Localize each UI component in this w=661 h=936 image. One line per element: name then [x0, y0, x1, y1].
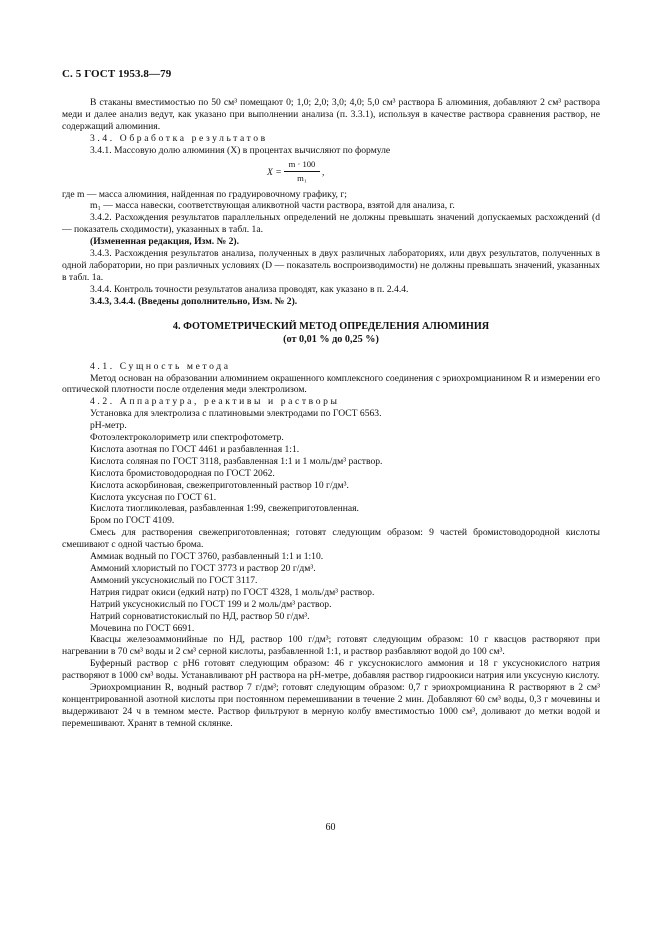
- reagent-item-buffer: Буферный раствор с рН6 готовят следующим образом: 46 г уксуснокислого аммония и 18 г уксуснокислого натрия растворяют в 1000 см³ воды. Устанавливают рН раствора на рН-метре, добавляя раствор гидроокиси натрия или уксусную кислоту.: [62, 658, 600, 682]
- paragraph-3-4-1: 3.4.1. Массовую долю алюминия (X) в процентах вычисляют по формуле: [90, 144, 391, 156]
- paragraph-3-4-3: 3.4.3. Расхождения результатов анализа, полученных в двух различных лабораториях, или двух результатов, полученных в одной лаборатории, но при различных условиях (D — показатель воспроизводимости) не должны превышать значений, указанных в табл. 1а.: [62, 248, 600, 283]
- reagent-item: Фотоэлектроколориметр или спектрофотометр.: [90, 432, 284, 444]
- reagent-item: Кислота тиогликолевая, разбавленная 1:99, свежеприготовленная.: [90, 503, 359, 515]
- reagent-item: Кислота уксусная по ГОСТ 61.: [90, 491, 217, 503]
- formula-lhs: X =: [267, 166, 282, 178]
- definition-m: где m — масса алюминия, найденная по градуировочному графику, г;: [62, 188, 347, 200]
- paragraph-calibration: В стаканы вместимостью по 50 см³ помещают 0; 1,0; 2,0; 3,0; 4,0; 5,0 см³ раствора Б алюминия, добавляют 2 см³ раствора меди и далее анализ ведут, как указано при выполнении анализа (п. 3.3.1), используя в качестве раствора сравнения раствор, не содержащий алюминия.: [62, 97, 600, 132]
- heading-4-1: 4.1. Сущность метода: [90, 360, 231, 372]
- heading-3-4: 3.4. Обработка результатов: [90, 132, 268, 144]
- reagent-item: Кислота азотная по ГОСТ 4461 и разбавленная 1:1.: [90, 443, 300, 455]
- reagent-item: Установка для электролиза с платиновыми электродами по ГОСТ 6563.: [90, 408, 382, 420]
- paragraph-3-4-2: 3.4.2. Расхождения результатов параллельных определений не должны превышать значений допускаемых расхождений (d — показатель сходимости), указанных в табл. 1а.: [62, 212, 600, 236]
- reagent-item: Натрий уксуснокислый по ГОСТ 199 и 2 моль/дм³ раствор.: [90, 598, 332, 610]
- page-body: [62, 97, 600, 730]
- formula-tail: ,: [322, 166, 325, 178]
- reagent-item: Бром по ГОСТ 4109.: [90, 515, 175, 527]
- formula-numerator: m · 100: [284, 159, 320, 172]
- reagent-item-alum: Квасцы железоаммонийные по НД, раствор 100 г/дм³; готовят следующим образом: 10 г квасцов растворяют при нагревании в 70 см³ воды и 2 см³ серной кислоты, разбавленной 1:1, и раствор разбавляют водой до 100 см³.: [62, 634, 600, 658]
- page-number: 60: [325, 822, 336, 833]
- heading-4-2: 4.2. Аппаратура, реактивы и растворы: [90, 396, 340, 408]
- reagent-item: Аммоний уксуснокислый по ГОСТ 3117.: [90, 574, 258, 586]
- section-4-title: [62, 320, 600, 346]
- reagent-item: Кислота бромистоводородная по ГОСТ 2062.: [90, 467, 275, 479]
- reagent-item: Мочевина по ГОСТ 6691.: [90, 622, 195, 634]
- reagent-item: рН-метр.: [90, 420, 127, 432]
- reagent-item-eriochrome: Эриохромцианин R, водный раствор 7 г/дм³; готовят следующим образом: 0,7 г эриохромцианина R растворяют в 2 см³ концентрированной азотной кислоты при постоянном перемешивании в течение 2 мин. Добавляют 60 см³ воды, 0,3 г мочевины и выдерживают 24 ч в темном месте. Раствор фильтруют в мерную колбу вместимостью 1000 см³, доливают до метки водой и перемешивают. Хранят в темной склянке.: [62, 682, 600, 729]
- reagent-item: Натрий сорноватистокислый по НД, раствор 50 г/дм³.: [90, 610, 310, 622]
- formula-fraction: [284, 159, 320, 184]
- reagent-item: Кислота соляная по ГОСТ 3118, разбавленная 1:1 и 1 моль/дм³ раствор.: [90, 455, 383, 467]
- paragraph-method-basis: Метод основан на образовании алюминием окрашенного комплексного соединения с эриохромцианином R и измерении его оптической плотности после отделения меди электролизом.: [62, 372, 600, 396]
- amendment-note-1: (Измененная редакция, Изм. № 2).: [90, 236, 240, 248]
- reagent-item: Натрия гидрат окиси (едкий натр) по ГОСТ 4328, 1 моль/дм³ раствор.: [90, 586, 375, 598]
- paragraph-3-4-4: 3.4.4. Контроль точности результатов анализа проводят, как указано в п. 2.4.4.: [90, 283, 409, 295]
- formula-aluminium-fraction: [62, 159, 600, 187]
- reagent-item: Аммоний хлористый по ГОСТ 3773 и раствор 20 г/дм³.: [90, 563, 316, 574]
- section-4-range: (от 0,01 % до 0,25 %): [283, 333, 379, 345]
- page-header: С. 5 ГОСТ 1953.8—79: [62, 68, 172, 80]
- section-4-heading: 4. ФОТОМЕТРИЧЕСКИЙ МЕТОД ОПРЕДЕЛЕНИЯ АЛЮМИНИЯ: [172, 320, 490, 332]
- definition-m1: m₁ — масса навески, соответствующая аликвотной части раствора, взятой для анализа, г.: [90, 200, 455, 212]
- amendment-note-2: 3.4.3, 3.4.4. (Введены дополнительно, Изм. № 2).: [90, 295, 298, 307]
- reagent-item-mixture: Смесь для растворения свежеприготовленная; готовят следующим образом: 9 частей бромистоводородной кислоты смешивают с одной частью брома.: [62, 527, 600, 551]
- reagent-item: Кислота аскорбиновая, свежеприготовленный раствор 10 г/дм³.: [90, 479, 349, 491]
- reagent-item: Аммиак водный по ГОСТ 3760, разбавленный 1:1 и 1:10.: [90, 551, 324, 563]
- formula-denominator: m₁: [297, 172, 307, 183]
